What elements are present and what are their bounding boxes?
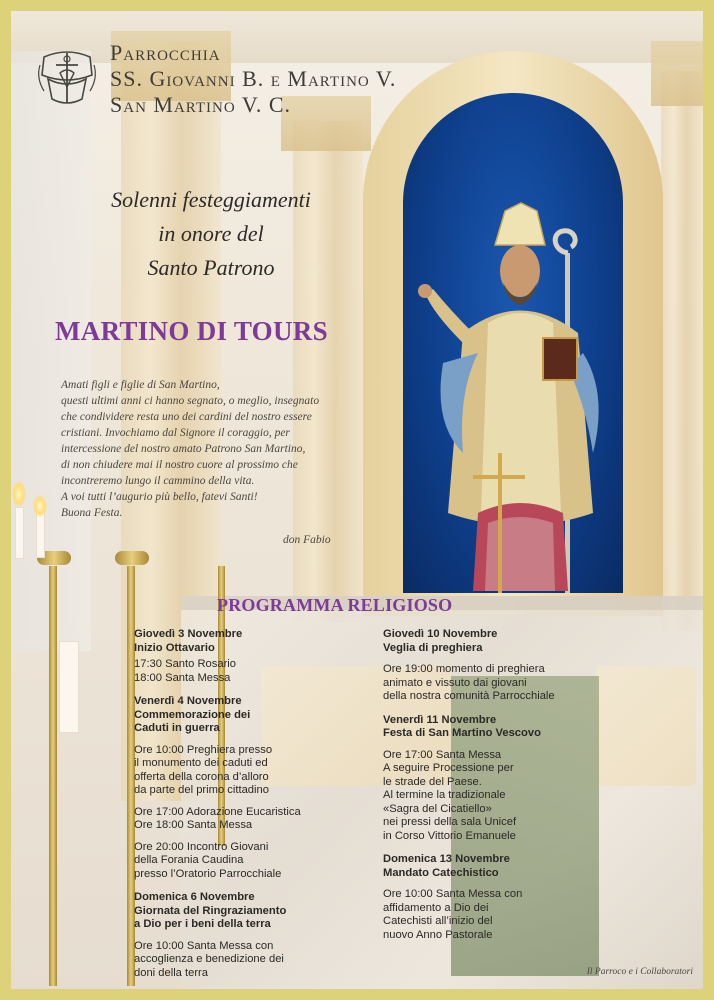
header-parish-label: Parrocchia — [110, 40, 221, 65]
day-heading: a Dio per i beni della terra — [134, 918, 271, 930]
message-line-9: Buona Festa. — [61, 507, 123, 519]
event-line: nuovo Anno Pastorale — [383, 928, 493, 941]
event-line: A seguire Processione per — [383, 762, 514, 774]
event-line: Ore 18:00 Santa Messa — [134, 819, 253, 831]
message-line-2: questi ultimi anni ci hanno segnato, o meglio, insegnato — [61, 395, 320, 407]
event-line: animato e vissuto dai giovani — [383, 676, 527, 689]
event-item — [383, 888, 623, 942]
message-line-4: cristiani. Invochiamo dal Signore il coraggio, per — [61, 427, 290, 439]
celebration-line-2: in onore del — [158, 221, 264, 246]
event-line: «Sagra del Cicatiello» — [383, 802, 492, 815]
event-line: da parte del primo cittadino — [134, 784, 269, 796]
message-signature: don Fabio — [283, 534, 331, 546]
programma-right-column — [383, 628, 623, 952]
event-line: nei pressi della sala Unicef — [383, 816, 517, 828]
event-line: accoglienza e benedizione dei — [134, 953, 284, 965]
message-line-8: A voi tutti l’augurio più bello, fatevi Santi! — [61, 491, 258, 503]
candle-flame-2 — [33, 495, 47, 517]
column-middle-capital — [281, 96, 371, 151]
event-line: doni della terra — [134, 966, 209, 979]
event-line: Ore 17:00 Santa Messa — [383, 748, 502, 761]
event-line: in Corso Vittorio Emanuele — [383, 829, 516, 842]
program-day — [383, 628, 623, 704]
celebration-line-3: Santo Patrono — [147, 255, 275, 280]
event-line: le strade del Paese. — [383, 775, 482, 788]
programma-left-column — [134, 628, 374, 989]
message-line-3: che condividere resta uno dei cardini del nostro essere — [61, 411, 312, 423]
event-item — [383, 663, 623, 704]
event-line: della Forania Caudina — [134, 854, 244, 866]
event-item — [134, 658, 374, 685]
candle-flame-1 — [12, 481, 26, 507]
event-line: Ore 10:00 Santa Messa con — [383, 888, 523, 900]
message-line-7: incontreremo lungo il cammino della vita. — [61, 475, 255, 487]
program-day — [134, 695, 374, 881]
event-line: il monumento dei caduti ed — [134, 757, 268, 769]
candle-1 — [15, 507, 24, 559]
candlestick-base-2 — [115, 551, 149, 565]
event-line: Ore 17:00 Adorazione Eucaristica — [134, 805, 301, 818]
message-line-5: intercessione del nostro amato Patrono San Martino, — [61, 443, 306, 455]
day-heading: Giovedì 3 Novembre — [134, 628, 243, 640]
event-line: offerta della corona d’alloro — [134, 770, 269, 783]
saint-name-title: MARTINO DI TOURS — [55, 316, 328, 346]
day-heading: Inizio Ottavario — [134, 641, 215, 654]
program-day — [383, 714, 623, 844]
candle-2 — [36, 511, 45, 558]
event-line: Ore 20:00 Incontro Giovani — [134, 840, 269, 853]
header-parish-saints: SS. Giovanni B. e Martino V. — [110, 66, 397, 91]
day-heading: Venerdì 4 Novembre — [134, 695, 242, 707]
program-day — [383, 853, 623, 942]
event-line: Ore 10:00 Preghiera presso — [134, 743, 273, 756]
celebration-line-1: Solenni festeggiamenti — [111, 187, 311, 212]
event-line: Al termine la tradizionale — [383, 789, 506, 801]
event-line: Catechisti all’inizio del — [383, 915, 493, 927]
event-line: Ore 10:00 Santa Messa con — [134, 939, 274, 952]
program-day — [134, 628, 374, 685]
program-day — [134, 891, 374, 980]
day-heading: Mandato Catechistico — [383, 866, 499, 879]
event-line: Ore 19:00 momento di preghiera — [383, 663, 545, 675]
column-right — [661, 71, 703, 631]
day-heading: Commemorazione dei — [134, 708, 251, 721]
header-town: San Martino V. C. — [110, 92, 292, 117]
day-heading: Giornata del Ringraziamento — [134, 904, 287, 917]
candlestick-1 — [49, 566, 57, 986]
statue-san-martino — [403, 193, 623, 593]
event-line: presso l’Oratorio Parrocchiale — [134, 867, 282, 880]
message-line-6: di non chiudere mai il nostro cuore al prossimo che — [61, 459, 298, 471]
column-right-capital — [651, 41, 703, 106]
event-line: della nostra comunità Parrocchiale — [383, 690, 555, 702]
programma-title: PROGRAMMA RELIGIOSO — [217, 595, 453, 615]
day-heading: Giovedì 10 Novembre — [383, 628, 498, 640]
day-heading: Festa di San Martino Vescovo — [383, 727, 541, 739]
parish-logo-icon — [34, 45, 100, 111]
poster — [11, 11, 703, 989]
event-item — [383, 749, 623, 844]
event-line: affidamento a Dio dei — [383, 901, 489, 914]
credits-signature: Il Parroco e i Collaboratori — [586, 967, 693, 977]
event-item — [134, 940, 374, 981]
event-line: 18:00 Santa Messa — [134, 671, 231, 684]
day-heading: Domenica 6 Novembre — [134, 891, 255, 903]
day-heading: Domenica 13 Novembre — [383, 853, 510, 865]
candle-3 — [59, 641, 79, 733]
event-item — [134, 841, 374, 882]
event-item — [134, 744, 374, 798]
event-item — [134, 806, 374, 833]
event-line: 17:30 Santo Rosario — [134, 658, 236, 670]
message-line-1: Amati figli e figlie di San Martino, — [61, 379, 220, 391]
day-heading: Caduti in guerra — [134, 722, 220, 734]
day-heading: Veglia di preghiera — [383, 641, 483, 654]
day-heading: Venerdì 11 Novembre — [383, 713, 497, 726]
